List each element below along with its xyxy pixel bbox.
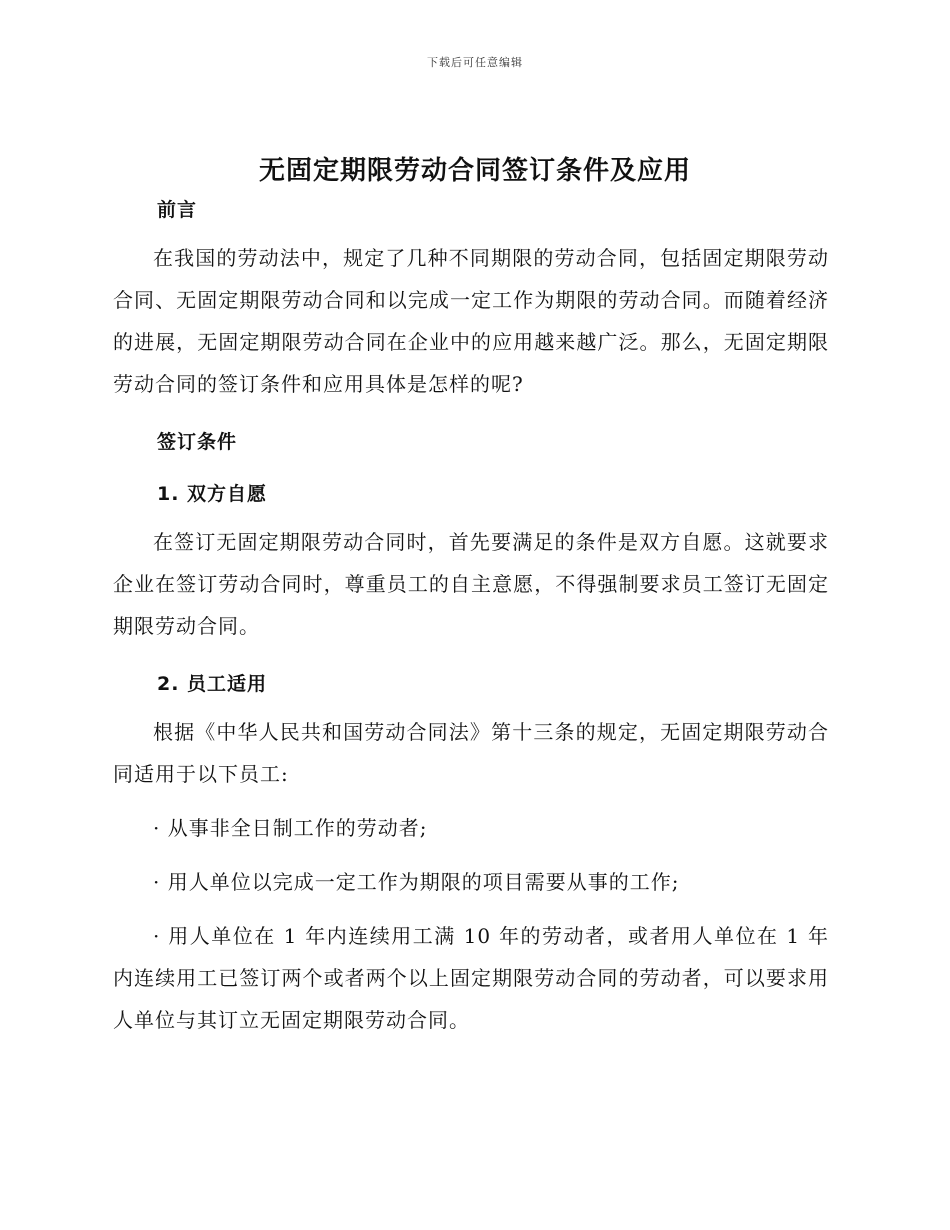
bullet-item: · 从事非全日制工作的劳动者;	[153, 816, 428, 840]
section-heading-preface: 前言	[157, 199, 198, 221]
header-note: 下载后可任意编辑	[427, 56, 523, 69]
subheading-mutual-consent: 1. 双方自愿	[157, 483, 268, 505]
bullet-item: · 用人单位以完成一定工作为期限的项目需要从事的工作;	[153, 870, 680, 894]
document-body	[113, 195, 829, 1041]
section-heading-conditions: 签订条件	[157, 431, 238, 453]
document-title: 无固定期限劳动合同签订条件及应用	[258, 156, 691, 186]
preface-paragraph: 在我国的劳动法中，规定了几种不同期限的劳动合同，包括固定期限劳动合同、无固定期限劳动合同和以完成一定工作为期限的劳动合同。而随着经济的进展，无固定期限劳动合同在企业中的应用越来越广泛。那么，无固定期限劳动合同的签订条件和应用具体是怎样的呢?	[113, 246, 829, 396]
mutual-consent-paragraph: 在签订无固定期限劳动合同时，首先要满足的条件是双方自愿。这就要求企业在签订劳动合同时，尊重员工的自主意愿，不得强制要求员工签订无固定期限劳动合同。	[113, 530, 829, 638]
applicable-employees-paragraph: 根据《中华人民共和国劳动合同法》第十三条的规定，无固定期限劳动合同适用于以下员工:	[113, 720, 829, 786]
bullet-item: · 用人单位在 1 年内连续用工满 10 年的劳动者，或者用人单位在 1 年内连续用工已签订两个或者两个以上固定期限劳动合同的劳动者，可以要求用人单位与其订立无固定期限劳动合同。	[113, 924, 829, 1032]
subheading-applicable-employees: 2. 员工适用	[157, 673, 268, 695]
